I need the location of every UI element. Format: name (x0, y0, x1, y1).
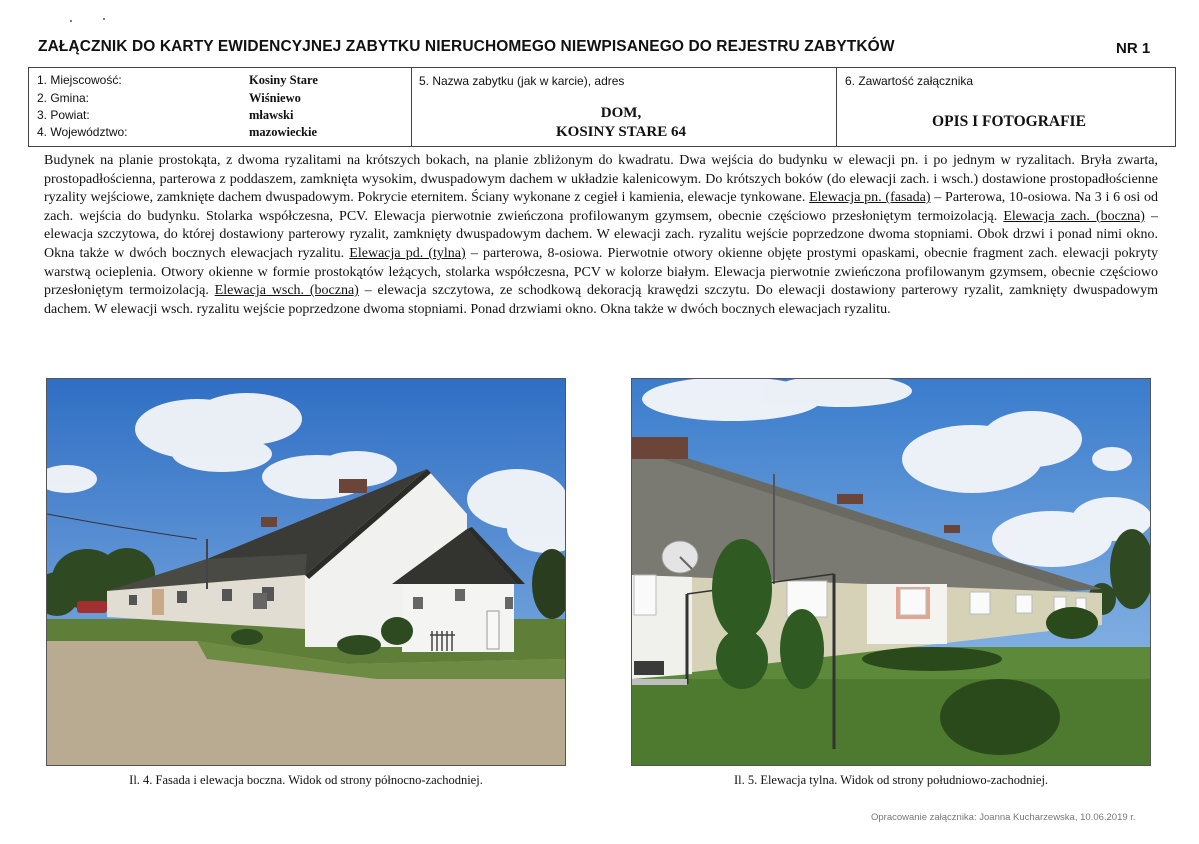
section-heading: Elewacja zach. (boczna) (1003, 208, 1145, 224)
field-commune (37, 91, 417, 109)
section-heading: Elewacja wsch. (boczna) (214, 283, 359, 299)
document-title: ZAŁĄCZNIK DO KARTY EWIDENCYJNEJ ZABYTKU NIERUCHOMEGO NIEWPISANEGO DO REJESTRU ZABYTKÓW (38, 38, 895, 55)
description-part: – parterowa, 8-osiowa. Pierwotnie otwory okienne objęte prostymi opaskami, obecnie fragment zach. elewacji pokryty warstwą ocieplenia. Otwory okienne w formie prostokątów leżących, stolarka współczesna, PCV w kolorze białym. Elewacja pierwotnie zwieńczona profilowanym gzymsem, obecnie częściowo przesłoniętym termoizolacją. (44, 245, 1158, 299)
field-value: mławski (249, 108, 294, 122)
photo-facade (46, 378, 566, 766)
field-district (37, 108, 417, 126)
field-locality (37, 73, 417, 91)
metadata-table (28, 67, 1176, 147)
field-label: 1. Miejscowość: (37, 73, 122, 87)
field-value: mazowieckie (249, 125, 318, 139)
section-heading: Elewacja pd. (tylna) (349, 245, 466, 261)
description-text (44, 152, 1158, 319)
attachment-number: NR 1 (1116, 40, 1151, 57)
description-part: – elewacja szczytowa, ze schodkową dekoracją krawędzi szczytu. Do elewacji dostawiony parterowy ryzalit, zamknięty dwuspadowym dachem. W elewacji wsch. ryzalitu wejście poprzedzone dwoma stopniami. Ponad drzwiami okno. Okna także w dwóch bocznych elewacjach ryzalitu. (44, 283, 1158, 317)
field-label: 4. Województwo: (37, 125, 128, 139)
footer-note: Opracowanie załącznika: Joanna Kucharzewska, 10.06.2019 r. (871, 812, 1136, 823)
field-value: Wiśniewo (249, 91, 301, 105)
monument-address: KOSINY STARE 64 (555, 124, 687, 140)
description-part: Budynek na planie prostokąta, z dwoma ryzalitami na krótszych bokach, na planie zbliżonym do kwadratu. Dwa wejścia do budynku w elewacji pn. i po jednym w ryzalitach. Bryła zwarta, prostopadłościenna, parterowa z poddaszem, zamknięta wysokim, dwuspadowym dachem w układzie kalenicowym. Do krótszych boków (do elewacji zach. i wsch.) dostawione prostopadłościenne ryzality wejściowe, zamknięte dachem dwuspadowym. Pokrycie eternitem. Ściany wykonane z cegieł i kamienia, elewacje tynkowane. (44, 153, 1158, 206)
description-part: – Parterowa, 10-osiowa. Na 3 i 6 osi od zach. wejścia do budynku. Stolarka współczesna, PCV. Elewacja pierwotnie zwieńczona profilowanym gzymsem, obecnie częściowo przesłoniętym termoizolacją. (44, 190, 1159, 224)
attachment-content-label: 6. Zawartość załącznika (845, 74, 974, 88)
column-divider (836, 68, 837, 146)
photo-caption: Il. 4. Fasada i elewacja boczna. Widok od strony północno-zachodniej. (129, 773, 483, 787)
field-label: 2. Gmina: (37, 91, 90, 105)
photo-caption: Il. 5. Elewacja tylna. Widok od strony południowo-zachodniej. (733, 773, 1049, 787)
scan-speck (70, 20, 72, 22)
scan-speck (103, 18, 105, 20)
attachment-content-value: OPIS I FOTOGRAFIE (932, 113, 1086, 130)
monument-name: DOM, (600, 105, 642, 121)
field-voivodeship (37, 125, 417, 143)
monument-name-label: 5. Nazwa zabytku (jak w karcie), adres (419, 74, 625, 88)
description-part: – elewacja szczytowa, do której dostawiony parterowy ryzalit, zamknięty dwuspadowym dachem. W elewacji zach. ryzalitu wejście poprzedzone dwoma stopniami. Obok drzwi i ponad nimi okno. Okna także w dwóch bocznych elewacjach ryzalitu. (44, 208, 1159, 261)
photo-rear-elevation (631, 378, 1151, 766)
section-heading: Elewacja pn. (fasada) (809, 190, 931, 206)
field-label: 3. Powiat: (37, 108, 90, 122)
field-value: Kosiny Stare (249, 73, 318, 87)
